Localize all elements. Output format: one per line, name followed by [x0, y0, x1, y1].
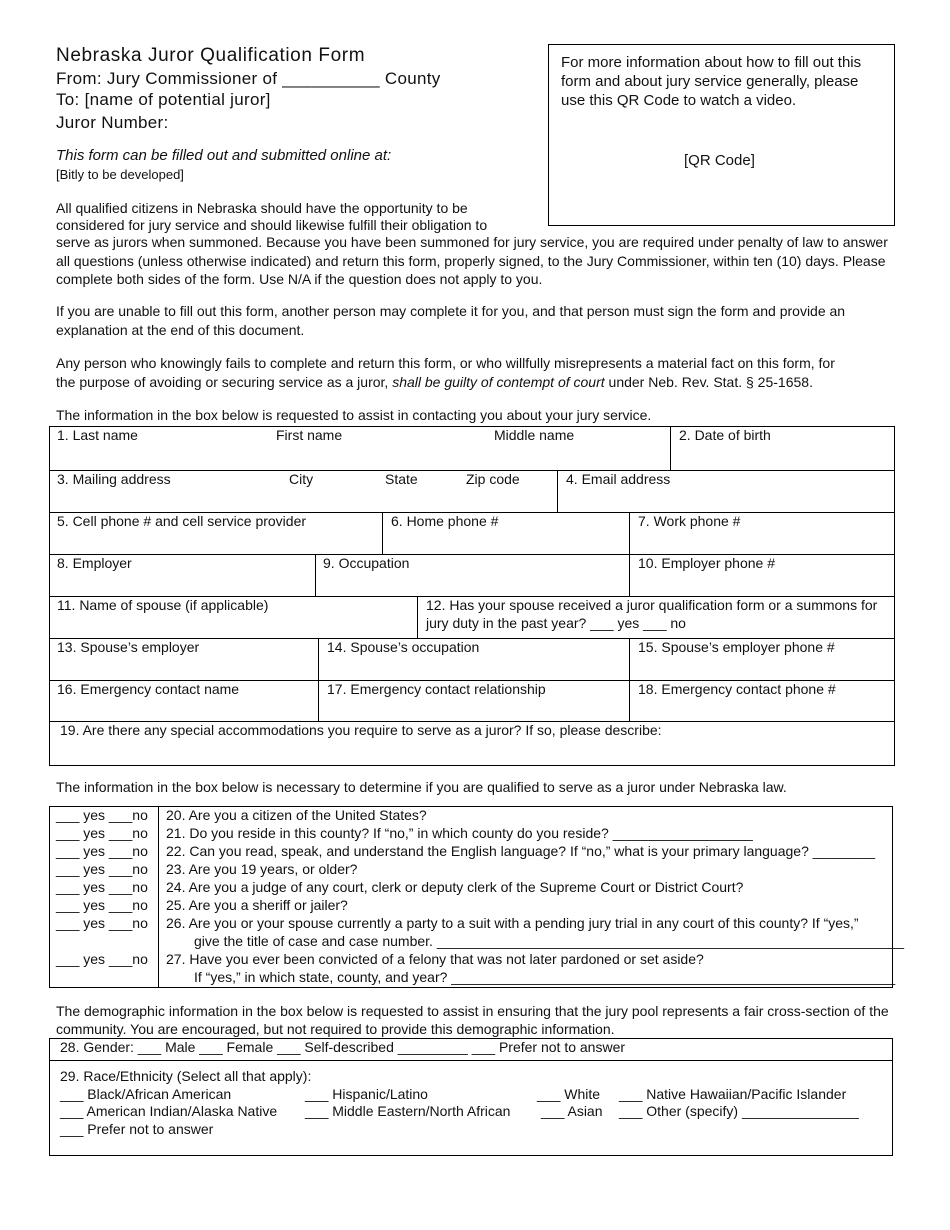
- intro-p1-line2: considered for jury service and should likewise fulfill their obligation to: [56, 217, 488, 233]
- to-line: To: [name of potential juror]: [56, 90, 271, 109]
- race-option-native-hawaiian[interactable]: ___ Native Hawaiian/Pacific Islander: [619, 1086, 847, 1102]
- intro-p3-line1: Any person who knowingly fails to complete and return this form, or who willfully misrepresents a material fact on this form, for: [56, 355, 835, 371]
- qr-info-box: [548, 44, 895, 226]
- form-title: Nebraska Juror Qualification Form: [56, 45, 366, 66]
- q23-answer[interactable]: ___ yes ___no: [56, 861, 148, 877]
- contempt-prefix: the purpose of avoiding or securing service as a juror,: [56, 374, 393, 390]
- q24-answer[interactable]: ___ yes ___no: [56, 879, 148, 895]
- middle-name-field[interactable]: Middle name: [494, 427, 575, 443]
- qr-info-line2: form and about jury service generally, please: [561, 73, 859, 90]
- q23-text: 23. Are you 19 years, or older?: [166, 861, 358, 877]
- demographic-caption-line2: community. You are encouraged, but not required to provide this demographic information.: [56, 1021, 615, 1037]
- qr-code-placeholder[interactable]: [QR Code]: [684, 152, 755, 169]
- from-line: From: Jury Commissioner of __________ County: [56, 69, 441, 88]
- q20-answer[interactable]: ___ yes ___no: [56, 807, 148, 823]
- email-field[interactable]: 4. Email address: [566, 471, 671, 487]
- intro-p2-line1: If you are unable to fill out this form, another person may complete it for you, and that person must sign the form and provide an: [56, 303, 846, 319]
- race-option-asian[interactable]: ___ Asian: [541, 1103, 603, 1119]
- accommodations-field[interactable]: 19. Are there any special accommodations you require to serve as a juror? If so, please describe:: [60, 722, 662, 738]
- q24-text: 24. Are you a judge of any court, clerk or deputy clerk of the Supreme Court or District Court?: [166, 879, 744, 895]
- spouse-summons-question-line1: 12. Has your spouse received a juror qualification form or a summons for: [426, 597, 878, 613]
- q27-answer[interactable]: ___ yes ___no: [56, 951, 148, 967]
- employer-phone-field[interactable]: 10. Employer phone #: [638, 555, 775, 571]
- qualification-caption: The information in the box below is necessary to determine if you are qualified to serve as a juror under Nebraska law.: [56, 779, 787, 795]
- q21-text: 21. Do you reside in this county? If “no,” in which county do you reside? __________________: [166, 825, 753, 841]
- qr-info-line3: use this QR Code to watch a video.: [561, 92, 797, 109]
- emergency-contact-relationship-field[interactable]: 17. Emergency contact relationship: [327, 681, 546, 697]
- last-name-field[interactable]: 1. Last name: [57, 427, 138, 443]
- contempt-emphasis: shall be guilty of contempt of court: [392, 374, 605, 390]
- race-option-black[interactable]: ___ Black/African American: [60, 1086, 232, 1102]
- demographic-caption-line1: The demographic information in the box below is requested to assist in ensuring that the jury pool represents a fair cross-section of the: [56, 1003, 889, 1019]
- qr-info-line1: For more information about how to fill out this: [561, 54, 862, 71]
- spouse-employer-phone-field[interactable]: 15. Spouse’s employer phone #: [638, 639, 835, 655]
- intro-p2-line2: explanation at the end of this document.: [56, 322, 305, 338]
- contact-caption: The information in the box below is requested to assist in contacting you about your jury service.: [56, 407, 652, 423]
- first-name-field[interactable]: First name: [276, 427, 343, 443]
- q26-case-line[interactable]: give the title of case and case number. ____________________________________________________________: [194, 933, 904, 949]
- contempt-statute: under Neb. Rev. Stat. § 25-1658.: [604, 374, 813, 390]
- race-option-hispanic[interactable]: ___ Hispanic/Latino: [305, 1086, 428, 1102]
- intro-p1-line5: complete both sides of the form. Use N/A if the question does not apply to you.: [56, 271, 543, 287]
- race-option-american-indian[interactable]: ___ American Indian/Alaska Native: [60, 1103, 278, 1119]
- race-option-other[interactable]: ___ Other (specify) _______________: [619, 1103, 859, 1119]
- online-note: This form can be filled out and submitted online at:: [56, 147, 392, 164]
- q25-text: 25. Are you a sheriff or jailer?: [166, 897, 348, 913]
- race-option-white[interactable]: ___ White: [537, 1086, 601, 1102]
- q21-answer[interactable]: ___ yes ___no: [56, 825, 148, 841]
- intro-p1-line3: serve as jurors when summoned. Because you have been summoned for jury service, you are required under penalty of law to answer: [56, 234, 888, 250]
- zip-code-field[interactable]: Zip code: [466, 471, 520, 487]
- q27-text: 27. Have you ever been convicted of a felony that was not later pardoned or set aside?: [166, 951, 704, 967]
- emergency-contact-name-field[interactable]: 16. Emergency contact name: [57, 681, 240, 697]
- cell-phone-field[interactable]: 5. Cell phone # and cell service provider: [57, 513, 307, 529]
- spouse-name-field[interactable]: 11. Name of spouse (if applicable): [57, 597, 269, 613]
- q26-answer[interactable]: ___ yes ___no: [56, 915, 148, 931]
- race-option-prefer-not[interactable]: ___ Prefer not to answer: [60, 1121, 214, 1137]
- q20-text: 20. Are you a citizen of the United States?: [166, 807, 427, 823]
- spouse-employer-field[interactable]: 13. Spouse’s employer: [57, 639, 200, 655]
- intro-p1-line4: all questions (unless otherwise indicated) and return this form, properly signed, to the Jury Commissioner, within ten (10) days. Please: [56, 253, 886, 269]
- intro-p1-line1: All qualified citizens in Nebraska should have the opportunity to be: [56, 200, 468, 216]
- race-question-title: 29. Race/Ethnicity (Select all that apply):: [60, 1068, 312, 1084]
- mailing-address-field[interactable]: 3. Mailing address: [57, 471, 171, 487]
- work-phone-field[interactable]: 7. Work phone #: [638, 513, 741, 529]
- bitly-link[interactable]: [Bitly to be developed]: [56, 167, 184, 182]
- gender-question[interactable]: 28. Gender: ___ Male ___ Female ___ Self-described _________ ___ Prefer not to answer: [60, 1039, 626, 1055]
- juror-number-label: Juror Number:: [56, 113, 169, 132]
- state-field[interactable]: State: [385, 471, 418, 487]
- emergency-contact-phone-field[interactable]: 18. Emergency contact phone #: [638, 681, 836, 697]
- occupation-field[interactable]: 9. Occupation: [323, 555, 410, 571]
- spouse-occupation-field[interactable]: 14. Spouse’s occupation: [327, 639, 480, 655]
- spouse-summons-answer[interactable]: jury duty in the past year? ___ yes ___ no: [426, 615, 686, 631]
- home-phone-field[interactable]: 6. Home phone #: [391, 513, 499, 529]
- q27-location-line[interactable]: If “yes,” in which state, county, and year? _________________________________________________________: [194, 969, 896, 985]
- date-of-birth-field[interactable]: 2. Date of birth: [679, 427, 771, 443]
- race-option-middle-eastern[interactable]: ___ Middle Eastern/North African: [305, 1103, 511, 1119]
- q22-text: 22. Can you read, speak, and understand the English language? If “no,” what is your primary language? ________: [166, 843, 876, 859]
- q25-answer[interactable]: ___ yes ___no: [56, 897, 148, 913]
- employer-field[interactable]: 8. Employer: [57, 555, 132, 571]
- intro-p3-line2: [56, 374, 813, 391]
- q22-answer[interactable]: ___ yes ___no: [56, 843, 148, 859]
- q26-text: 26. Are you or your spouse currently a party to a suit with a pending jury trial in any court of this county? If “yes,”: [166, 915, 859, 931]
- city-field[interactable]: City: [289, 471, 314, 487]
